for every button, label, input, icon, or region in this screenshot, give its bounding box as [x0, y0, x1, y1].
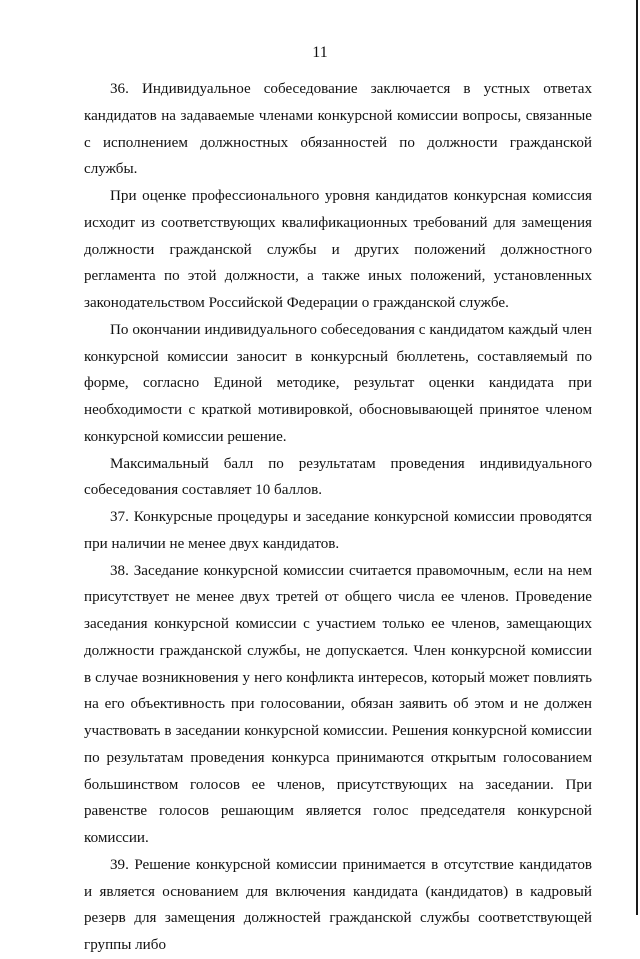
page-number: 11 — [312, 44, 328, 61]
paragraph-bulletin: По окончании индивидуального собеседования с кандидатом каждый член конкурсной комиссии заносит в конкурсный бюллетень, составляемый по форме, согласно Единой методике, результат оценки кандидата при необходимости с краткой мотивировкой, обосновывающей принятое членом конкурсной комиссии решение. — [84, 321, 592, 445]
document-body — [84, 76, 592, 959]
paragraph-39: 39. Решение конкурсной комиссии принимается в отсутствие кандидатов и является основанием для включения кандидата (кандидатов) в кадровый резерв для замещения должностей гражданской службы соответствующей группы либо — [84, 856, 592, 953]
paragraph-38: 38. Заседание конкурсной комиссии считается правомочным, если на нем присутствует не менее двух третей от общего числа ее членов. Проведение заседания конкурсной комиссии с участием только ее членов, замещающих должности гражданской службы, не допускается. Член конкурсной комиссии в случае возникновения у него конфликта интересов, который может повлиять на его объективность при голосовании, обязан заявить об этом и не должен участвовать в заседании конкурсной комиссии. Решения конкурсной комиссии по результатам проведения конкурса принимаются открытым голосованием большинством голосов ее членов, присутствующих на заседании. При равенстве голосов решающим является голос председателя конкурсной комиссии. — [84, 562, 592, 846]
paragraph-max-score: Максимальный балл по результатам проведения индивидуального собеседования составляет 10 баллов. — [84, 455, 592, 499]
paragraph-36: 36. Индивидуальное собеседование заключается в устных ответах кандидатов на задаваемые членами конкурсной комиссии вопросы, связанные с исполнением должностных обязанностей по должности гражданской службы. — [84, 81, 592, 178]
page-edge-line — [636, 0, 638, 915]
paragraph-professional-level: При оценке профессионального уровня кандидатов конкурсная комиссия исходит из соответствующих квалификационных требований для замещения должности гражданской службы и других положений должностного регламента по этой должности, а также иных положений, установленных законодательством Российской Федерации о гражданской службе. — [84, 188, 592, 311]
paragraph-37: 37. Конкурсные процедуры и заседание конкурсной комиссии проводятся при наличии не менее двух кандидатов. — [84, 509, 592, 552]
